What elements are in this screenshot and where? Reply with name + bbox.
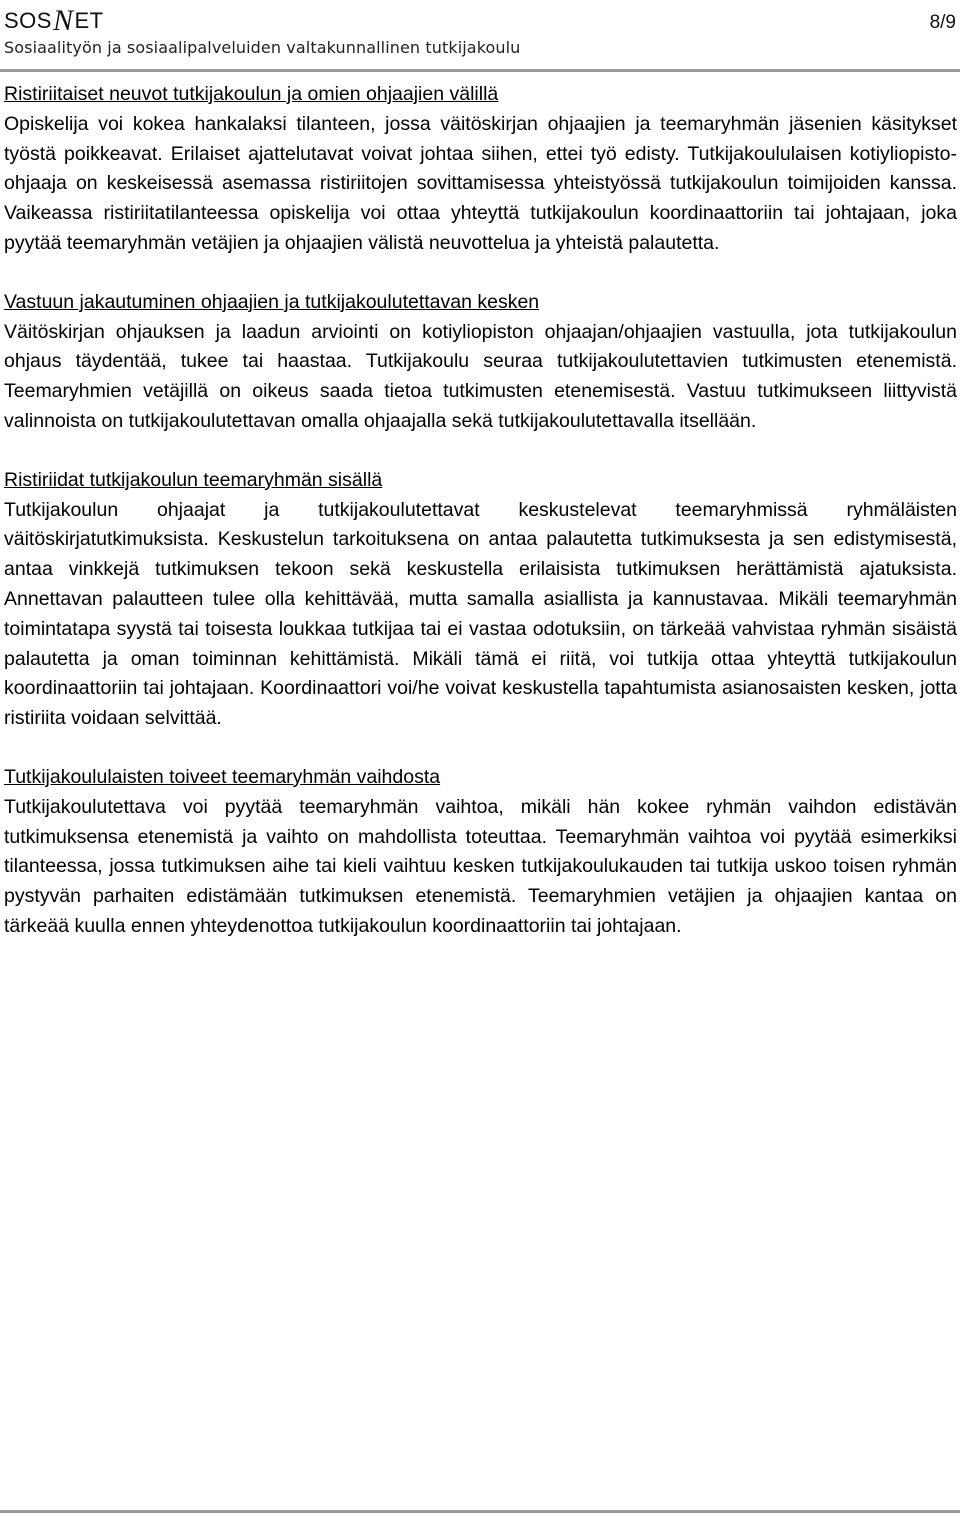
organization-name: Sosiaalityön ja sosiaalipalveluiden valtakunnallinen tutkijakoulu bbox=[4, 38, 521, 57]
footer-divider bbox=[0, 1510, 960, 1513]
page-header bbox=[0, 0, 960, 72]
section-conflicting-advice bbox=[4, 80, 957, 259]
logo-text-mid: N bbox=[52, 4, 74, 37]
logo-text-right: ET bbox=[74, 8, 104, 33]
section-group-change bbox=[4, 763, 957, 942]
section-heading: Ristiriidat tutkijakoulun teemaryhmän sisällä bbox=[4, 468, 383, 491]
logo-text-left: SOS bbox=[4, 8, 52, 33]
section-responsibility bbox=[4, 288, 957, 437]
document-body bbox=[4, 80, 957, 971]
section-paragraph: Opiskelija voi kokea hankalaksi tilanteen, jossa väitöskirjan ohjaajien ja teemaryhmän jäsenien käsitykset työstä poikkeavat. Erilaiset ajattelutavat voivat johtaa siihen, ettei työ edisty. Tutkijakoululaisen kotiyliopisto-ohjaaja on keskeisessä asemassa ristiriitojen sovittamisessa yhteistyössä tutkijakoulun toimijoiden kanssa. Vaikeassa ristiriitatilanteessa opiskelija voi ottaa yhteyttä tutkijakoulun koordinaattoriin tai johtajaan, joka pyytää teemaryhmän vetäjien ja ohjaajien välistä neuvottelua ja yhteistä palautetta. bbox=[4, 112, 957, 254]
section-heading: Ristiriitaiset neuvot tutkijakoulun ja omien ohjaajien välillä bbox=[4, 83, 499, 105]
sosnet-logo bbox=[4, 2, 104, 37]
section-paragraph: Tutkijakoulun ohjaajat ja tutkijakoulutettavat keskustelevat teemaryhmissä ryhmäläisten väitöskirjatutkimuksista. Keskustelun tarkoituksena on antaa palautetta tutkimuksesta ja sen edistymisestä, antaa vinkkejä tutkimuksen tekoon sekä keskustella erilaisista tutkimuksen herättämistä ajatuksista. Annettavan palautteen tulee olla kehittävää, mutta samalla asiallista ja kannustavaa. Mikäli teemaryhmän toimintatapa syystä tai toisesta loukkaa tutkijaa tai ei vastaa odotuksiin, on tärkeää vahvistaa ryhmän sisäistä palautetta ja oman toiminnan kehittämistä. Mikäli tämä ei riitä, voi tutkija ottaa yhteyttä tutkijakoulun koordinaattoriin tai johtajaan. Koordinaattori voi/he voivat keskustella tapahtumista asianosaisten kesken, jotta ristiriita voidaan selvittää. bbox=[4, 498, 957, 730]
section-heading: Tutkijakoululaisten toiveet teemaryhmän vaihdosta bbox=[4, 765, 441, 788]
section-paragraph: Tutkijakoulutettava voi pyytää teemaryhmän vaihtoa, mikäli hän kokee ryhmän vaihdon edistävän tutkimuksensa etenemistä ja vaihto on mahdollista toteuttaa. Teemaryhmän vaihtoa voi pyytää esimerkiksi tilanteessa, jossa tutkimuksen aihe tai kieli vaihtuu kesken tutkijakoulukauden tai tutkija uskoo toisen ryhmän pystyvän parhaiten edistämään tutkimuksen etenemistä. Teemaryhmien vetäjien ja ohjaajien kantaa on tärkeää kuulla ennen yhteydenottoa tutkijakoulun koordinaattoriin tai johtajaan. bbox=[4, 795, 957, 937]
header-divider bbox=[0, 69, 960, 72]
section-paragraph: Väitöskirjan ohjauksen ja laadun arviointi on kotiyliopiston ohjaajan/ohjaajien vastuulla, jota tutkijakoulun ohjaus täydentää, tukee tai haastaa. Tutkijakoulu seuraa tutkijakoulutettavien tutkimusten etenemistä. Teemaryhmien vetäjillä on oikeus saada tietoa tutkimusten etenemisestä. Vastuu tutkimukseen liittyvistä valinnoista on tutkijakoulutettavan omalla ohjaajalla sekä tutkijakoulutettavalla itsellään. bbox=[4, 320, 957, 432]
section-heading: Vastuun jakautuminen ohjaajien ja tutkijakoulutettavan kesken bbox=[4, 290, 540, 313]
page-number: 8/9 bbox=[929, 12, 956, 33]
section-group-conflicts bbox=[4, 466, 957, 734]
